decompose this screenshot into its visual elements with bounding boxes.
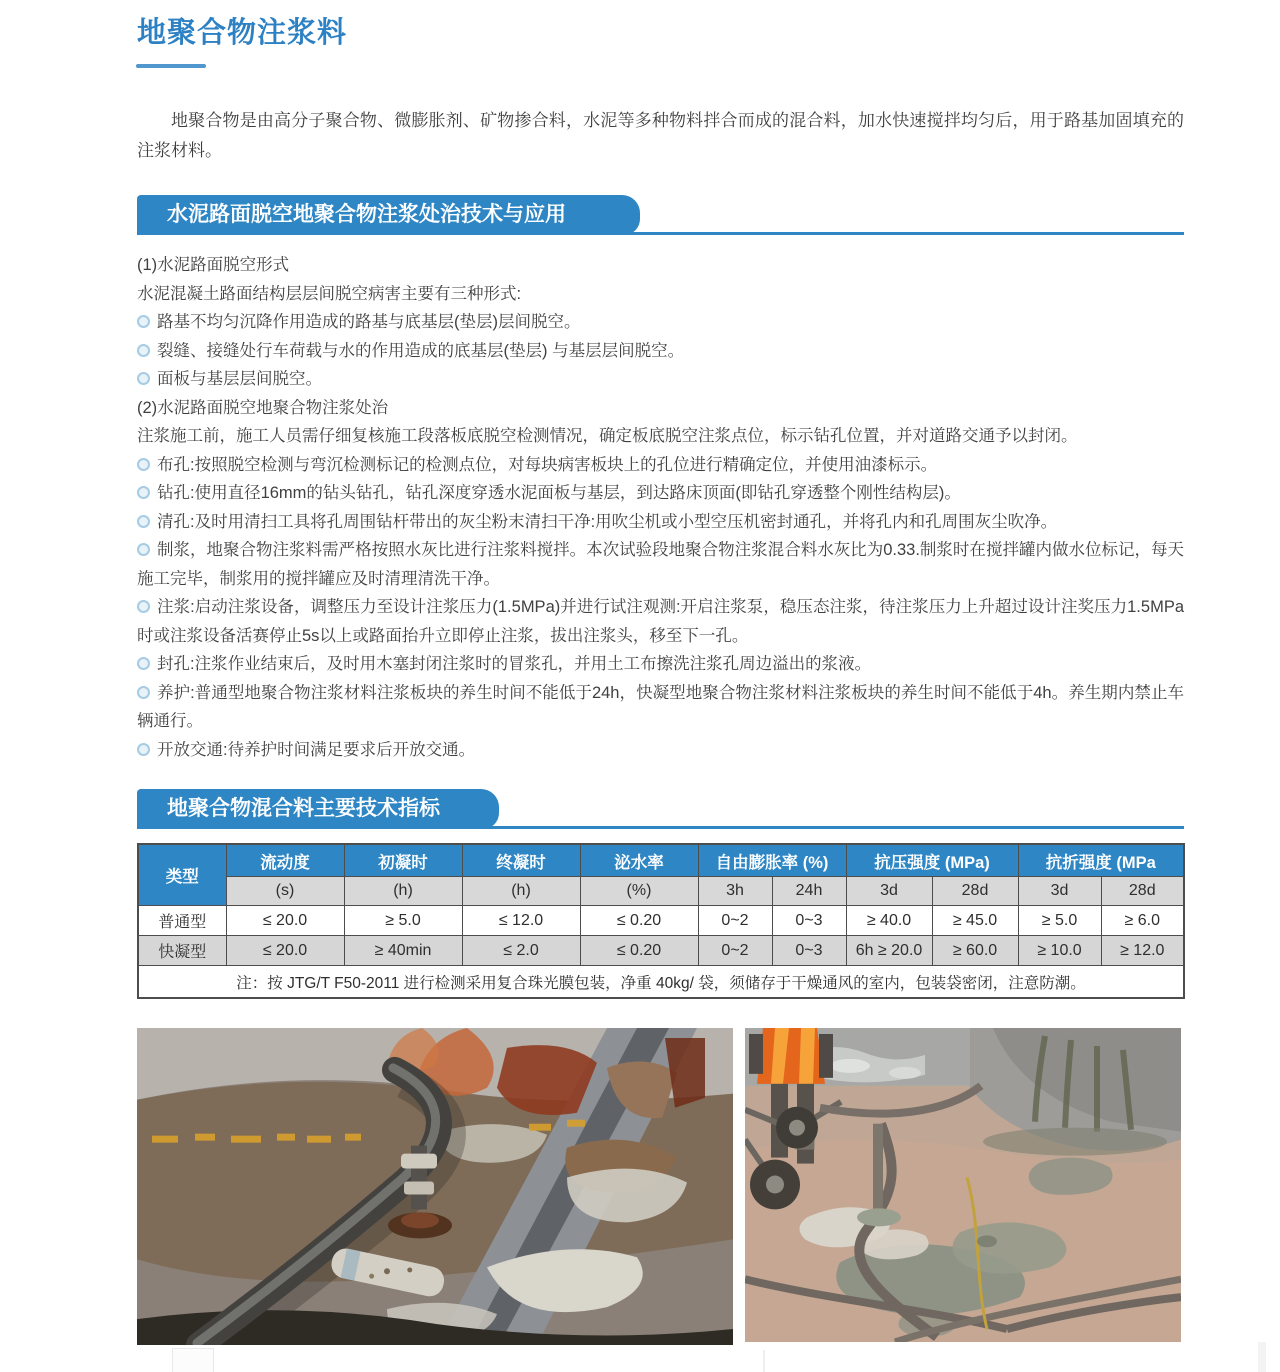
section1-header: 水泥路面脱空地聚合物注浆处治技术与应用: [137, 195, 640, 235]
table-subheader-cell: 28d: [1101, 877, 1184, 906]
section2-header: 地聚合物混合料主要技术指标: [137, 789, 499, 829]
page-edge-artifact: [172, 1348, 214, 1372]
table-cell: 0~3: [772, 906, 846, 936]
photo-grouting-hose: [137, 1028, 733, 1345]
table-subheader-cell: 28d: [932, 877, 1018, 906]
bullet-line: [137, 593, 1184, 650]
photo-construction-site: [745, 1028, 1181, 1342]
table-cell: ≥ 12.0: [1101, 936, 1184, 966]
circle-bullet-icon: [137, 657, 150, 670]
table-cell: ≤ 20.0: [226, 906, 344, 936]
line-text: 面板与基层层间脱空。: [157, 370, 322, 388]
table-cell: ≥ 5.0: [1018, 906, 1101, 936]
circle-bullet-icon: [137, 315, 150, 328]
line-text: 清孔:及时用清扫工具将孔周围钻杆带出的灰尘粉末清扫干净:用吹尘机或小型空压机密封通孔，并将孔内和孔周围灰尘吹净。: [157, 512, 1058, 531]
table-cell: ≤ 2.0: [462, 936, 580, 966]
circle-bullet-icon: [137, 743, 150, 756]
table-header-cell: 抗压强度 (MPa): [846, 844, 1018, 877]
circle-bullet-icon: [137, 515, 150, 528]
table-cell: 0~2: [698, 936, 772, 966]
table-cell: ≥ 5.0: [344, 906, 462, 936]
table-header-cell: 终凝时: [462, 844, 580, 877]
table-header-cell: 类型: [138, 844, 226, 906]
bullet-line: [137, 536, 1184, 593]
circle-bullet-icon: [137, 686, 150, 699]
bullet-line: [137, 508, 1184, 537]
table-cell: ≤ 20.0: [226, 936, 344, 966]
line-text: 开放交通:待养护时间满足要求后开放交通。: [157, 740, 476, 759]
photo-grouting-hose-graphic: [137, 1028, 733, 1345]
bullet-line: [137, 337, 1184, 366]
line-text: 注浆:启动注浆设备，调整压力至设计注浆压力(1.5MPa)并进行试注观测:开启注浆泵，稳压态注浆，待注浆压力上升超过设计注奖压力1.5MPa时或注浆设备活赛停止5s以上或路面抬升立即停止注浆，拔出注浆头，移至下一孔。: [137, 598, 1184, 645]
table-cell: ≤ 12.0: [462, 906, 580, 936]
line-text: 注浆施工前，施工人员需仔细复核施工段落板底脱空检测情况，确定板底脱空注浆点位，标示钻孔位置，并对道路交通予以封闭。: [137, 427, 1078, 445]
table-row: [138, 906, 1184, 936]
title-underline: [136, 64, 206, 68]
bullet-line: [137, 479, 1184, 508]
table-note-cell: 注：按 JTG/T F50-2011 进行检测采用复合珠光膜包装，净重 40kg/ 袋，须储存于干燥通风的室内，包装袋密闭，注意防潮。: [138, 966, 1184, 999]
table-cell: ≤ 0.20: [580, 936, 698, 966]
table-cell: 普通型: [138, 906, 226, 936]
table-header-cell: 流动度: [226, 844, 344, 877]
text-line: [137, 280, 1184, 309]
table-subheader-row: [138, 877, 1184, 906]
table-subheader-cell: (%): [580, 877, 698, 906]
intro-paragraph: 地聚合物是由高分子聚合物、微膨胀剂、矿物掺合料，水泥等多种物料拌合而成的混合料，加水快速搅拌均匀后，用于路基加固填充的注浆材料。: [137, 111, 1184, 160]
table-row: [138, 936, 1184, 966]
table-cell: ≤ 0.20: [580, 906, 698, 936]
table-subheader-cell: 3d: [846, 877, 932, 906]
text-line: [137, 251, 1184, 280]
section1-body: [137, 251, 1184, 764]
line-text: 封孔:注浆作业结束后，及时用木塞封闭注浆时的冒浆孔，并用土工布擦洗注浆孔周边溢出的浆液。: [157, 655, 872, 673]
page-edge-artifact: [1258, 1342, 1266, 1372]
line-text: 布孔:按照脱空检测与弯沉检测标记的检测点位，对每块病害板块上的孔位进行精确定位，并使用油漆标示。: [157, 455, 938, 474]
table-cell: ≥ 40.0: [846, 906, 932, 936]
table-subheader-cell: 3d: [1018, 877, 1101, 906]
bullet-line: [137, 365, 1184, 394]
table-cell: ≥ 60.0: [932, 936, 1018, 966]
table-note-row: [138, 966, 1184, 999]
circle-bullet-icon: [137, 372, 150, 385]
table-cell: 0~3: [772, 936, 846, 966]
table-cell: ≥ 6.0: [1101, 906, 1184, 936]
table-subheader-cell: (s): [226, 877, 344, 906]
line-text: 养护:普通型地聚合物注浆材料注浆板块的养生时间不能低于24h，快凝型地聚合物注浆材料注浆板块的养生时间不能低于4h。养生期内禁止车辆通行。: [137, 683, 1184, 730]
table-subheader-cell: (h): [344, 877, 462, 906]
page-title: 地聚合物注浆料: [137, 17, 348, 49]
table-header-cell: 自由膨胀率 (%): [698, 844, 846, 877]
table-cell: ≥ 45.0: [932, 906, 1018, 936]
table-subheader-cell: (h): [462, 877, 580, 906]
line-text: 裂缝、接缝处行车荷载与水的作用造成的底基层(垫层) 与基层层间脱空。: [157, 341, 685, 360]
circle-bullet-icon: [137, 543, 150, 556]
table-cell: 0~2: [698, 906, 772, 936]
table-subheader-cell: 3h: [698, 877, 772, 906]
bullet-line: [137, 736, 1184, 765]
line-text: (1)水泥路面脱空形式: [137, 256, 290, 274]
line-text: 制浆，地聚合物注浆料需严格按照水灰比进行注浆料搅拌。本次试验段地聚合物注浆混合料水灰比为0.33.制浆时在搅拌罐内做水位标记，每天施工完毕，制浆用的搅拌罐应及时清理清洗干净。: [137, 541, 1184, 588]
bullet-line: [137, 650, 1184, 679]
circle-bullet-icon: [137, 486, 150, 499]
text-line: [137, 422, 1184, 451]
table-cell: ≥ 10.0: [1018, 936, 1101, 966]
table-header-cell: 初凝时: [344, 844, 462, 877]
bullet-line: [137, 679, 1184, 736]
page-edge-artifact: [763, 1350, 765, 1372]
text-line: [137, 394, 1184, 423]
bullet-line: [137, 308, 1184, 337]
line-text: 水泥混凝土路面结构层层间脱空病害主要有三种形式:: [137, 284, 522, 303]
line-text: 路基不均匀沉降作用造成的路基与底基层(垫层)层间脱空。: [157, 313, 581, 331]
table-subheader-cell: 24h: [772, 877, 846, 906]
table-header-cell: 泌水率: [580, 844, 698, 877]
bullet-line: [137, 451, 1184, 480]
circle-bullet-icon: [137, 344, 150, 357]
table-cell: 快凝型: [138, 936, 226, 966]
table-header-cell: 抗折强度 (MPa: [1018, 844, 1184, 877]
photo-construction-site-graphic: [745, 1028, 1181, 1342]
line-text: (2)水泥路面脱空地聚合物注浆处治: [137, 398, 389, 417]
spec-table: [137, 843, 1185, 999]
circle-bullet-icon: [137, 458, 150, 471]
table-header-row: [138, 844, 1184, 877]
circle-bullet-icon: [137, 600, 150, 613]
table-cell: 6h ≥ 20.0: [846, 936, 932, 966]
line-text: 钻孔:使用直径16mm的钻头钻孔，钻孔深度穿透水泥面板与基层，到达路床顶面(即钻孔穿透整个刚性结构层)。: [157, 484, 961, 502]
table-cell: ≥ 40min: [344, 936, 462, 966]
